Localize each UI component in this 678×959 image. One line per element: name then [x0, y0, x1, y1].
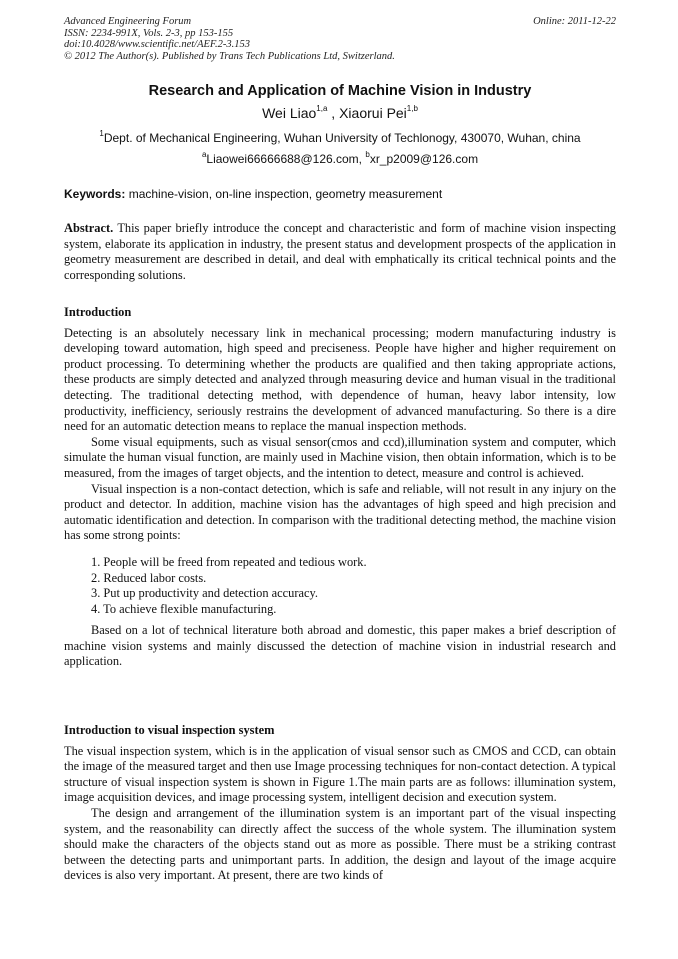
intro-paragraph-4: Based on a lot of technical literature both abroad and domestic, this paper makes a brief description of machine vision systems and mainly discussed the detection of machine vision in industrial research and application. — [64, 623, 616, 669]
copyright-line: © 2012 The Author(s). Published by Trans Tech Publications Ltd, Switzerland. — [64, 50, 395, 62]
advantages-list — [64, 555, 616, 617]
author-1-name: Wei Liao — [262, 105, 317, 121]
journal-name: Advanced Engineering Forum — [64, 16, 192, 27]
keywords — [64, 187, 616, 202]
affiliation-text: Dept. of Mechanical Engineering, Wuhan University of Techlonogy, 430070, Wuhan, china — [103, 131, 581, 145]
email-b: xr_p2009@126.com — [369, 152, 479, 166]
author-1-sup: 1,a — [316, 104, 328, 114]
visual-system-heading: Introduction to visual inspection system — [64, 723, 275, 737]
online-date: Online: 2011-12-22 — [533, 16, 616, 27]
abstract — [64, 221, 620, 283]
abstract-label: Abstract. — [64, 221, 114, 235]
list-item: 3. Put up productivity and detection accuracy. — [91, 586, 318, 601]
introduction-section — [64, 305, 616, 670]
email-line — [64, 152, 616, 167]
email-a: Liaowei66666688@126.com, — [206, 152, 366, 166]
intro-paragraph-3: Visual inspection is a non-contact detection, which is safe and reliable, will not result in any injury on the product and detector. In addition, machine vision has the advantages of high speed and high precision and automatic identification and detection. In comparison with the traditional detecting method, the machine vision has some strong points: — [64, 481, 616, 543]
email-a-sup: a — [201, 150, 207, 159]
introduction-heading: Introduction — [64, 305, 132, 319]
paper-title: Research and Application of Machine Vision in Industry — [148, 83, 532, 99]
keywords-label: Keywords: — [64, 187, 126, 201]
visual-paragraph-2: The design and arrangement of the illumination system is an important part of the visual inspecting system, and the reasonability can directly affect the success of the whole system. The illumination system should make the characters of the objects stand out as more as possible. There must be a striking contrast between the detecting parts and unimportant parts. In addition, the design and layout of the image acquire devices is also very important. At present, there are two kinds of — [64, 805, 616, 883]
intro-paragraph-2: Some visual equipments, such as visual sensor(cmos and ccd),illumination system and computer, which simulate the human visual function, are mainly used in Machine vision, then obtain information, which is to be measured, from the images of target objects, and the intention to detect, measure and control is achieved. — [64, 434, 616, 480]
journal-header — [64, 16, 616, 62]
issn-line: ISSN: 2234-991X, Vols. 2-3, pp 153-155 — [64, 27, 234, 39]
list-item: 2. Reduced labor costs. — [91, 570, 207, 585]
list-item: 1. People will be freed from repeated and tedious work. — [91, 554, 367, 569]
affiliation — [64, 131, 616, 146]
abstract-text: This paper briefly introduce the concept and characteristic and form of machine vision inspecting system, elaborate its application in industry, the present status and development prospects of the application in geometry measurement are described in detail, and deal with emphatically its critical technical points and the corresponding solutions. — [64, 221, 620, 282]
author-2-sup: 1,b — [406, 104, 418, 114]
keywords-text: machine-vision, on-line inspection, geometry measurement — [125, 187, 443, 201]
email-b-sup: b — [365, 150, 370, 159]
affiliation-sup: 1 — [99, 129, 104, 138]
visual-paragraph-1: The visual inspection system, which is in the application of visual sensor such as CMOS and CCD, can obtain the image of the measured target and then use Image processing techniques for non-contact detection. A typical structure of visual inspection system is shown in Figure 1.The main parts are as follows: illumination system, image acquisition devices, and image processing system, intelligent decision and execution system. — [64, 743, 616, 805]
intro-paragraph-1: Detecting is an absolutely necessary link in mechanical processing; modern manufacturing industry is developing toward automation, high speed and preciseness. People have higher and higher requirement on product processing. To determining whether the products are qualified and then taking appropriate actions, these products are simply detected and analyzed through measuring device and human visual in the traditional detecting. The traditional detecting method, with dependence of human, heavy labor intensity, low productivity, inefficiency, seriously restrains the development of advanced manufacturing. So there is a dire need for an automatic detection means to replace the manual inspection methods. — [64, 325, 616, 434]
doi-line: doi:10.4028/www.scientific.net/AEF.2-3.153 — [64, 39, 250, 50]
author-separator: , — [327, 105, 340, 121]
author-line — [64, 104, 616, 122]
list-item: 4. To achieve flexible manufacturing. — [91, 601, 277, 616]
visual-system-section — [64, 723, 616, 884]
author-2-name: Xiaorui Pei — [339, 105, 407, 121]
